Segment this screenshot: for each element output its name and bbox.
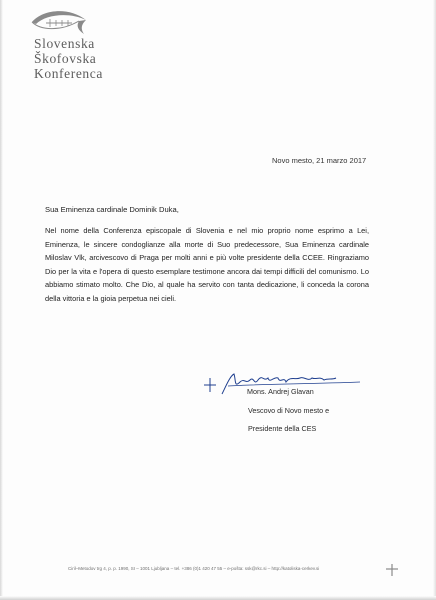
signatory-role-1: Vescovo di Novo mesto e — [248, 406, 330, 415]
scan-edge-bottom — [0, 596, 436, 600]
letter-date: Novo mesto, 21 marzo 2017 — [272, 156, 367, 165]
letterhead — [18, 8, 168, 83]
salutation: Sua Eminenza cardinale Dominik Duka, — [45, 205, 179, 214]
fish-cross-icon — [30, 8, 92, 38]
signatory-role-2: Presidente della CES — [248, 424, 317, 433]
org-name-line-3: Konferenca — [34, 66, 103, 81]
signatory-name: Mons. Andrej Glavan — [247, 387, 314, 396]
letter-body: Nel nome della Conferenza episcopale di Slovenia e nel mio proprio nome esprimo a Lei, Eminenza, le sincere condoglianze alla morte di Suo predecessore, Sua Eminenza cardinale Miloslav Vlk, arcivescovo di Praga per molti anni e più volte presidente della CCEE. Ringraziamo Dio per la vita e l'opera di questo esemplare testimone ancora dai tempi difficili del comunismo. Lo abbiamo stimato molto. Che Dio, al quale ha servito con tanta dedicazione, li conceda la corona della vittoria e la gioia perpetua nei cieli. — [45, 226, 369, 303]
org-name-line-2: Škofovska — [34, 51, 97, 66]
footer-address: Ciril–Metodov trg 4, p. p. 1990, SI – 1001 Ljubljana – tel. +386 (0)1 420 47 55 – e-pošta: ssk@rkc.si – http://katoliska-cerkev.si — [68, 566, 320, 571]
scan-edge-left — [0, 0, 3, 600]
cross-icon — [385, 563, 399, 577]
org-name-line-1: Slovenska — [34, 36, 95, 51]
